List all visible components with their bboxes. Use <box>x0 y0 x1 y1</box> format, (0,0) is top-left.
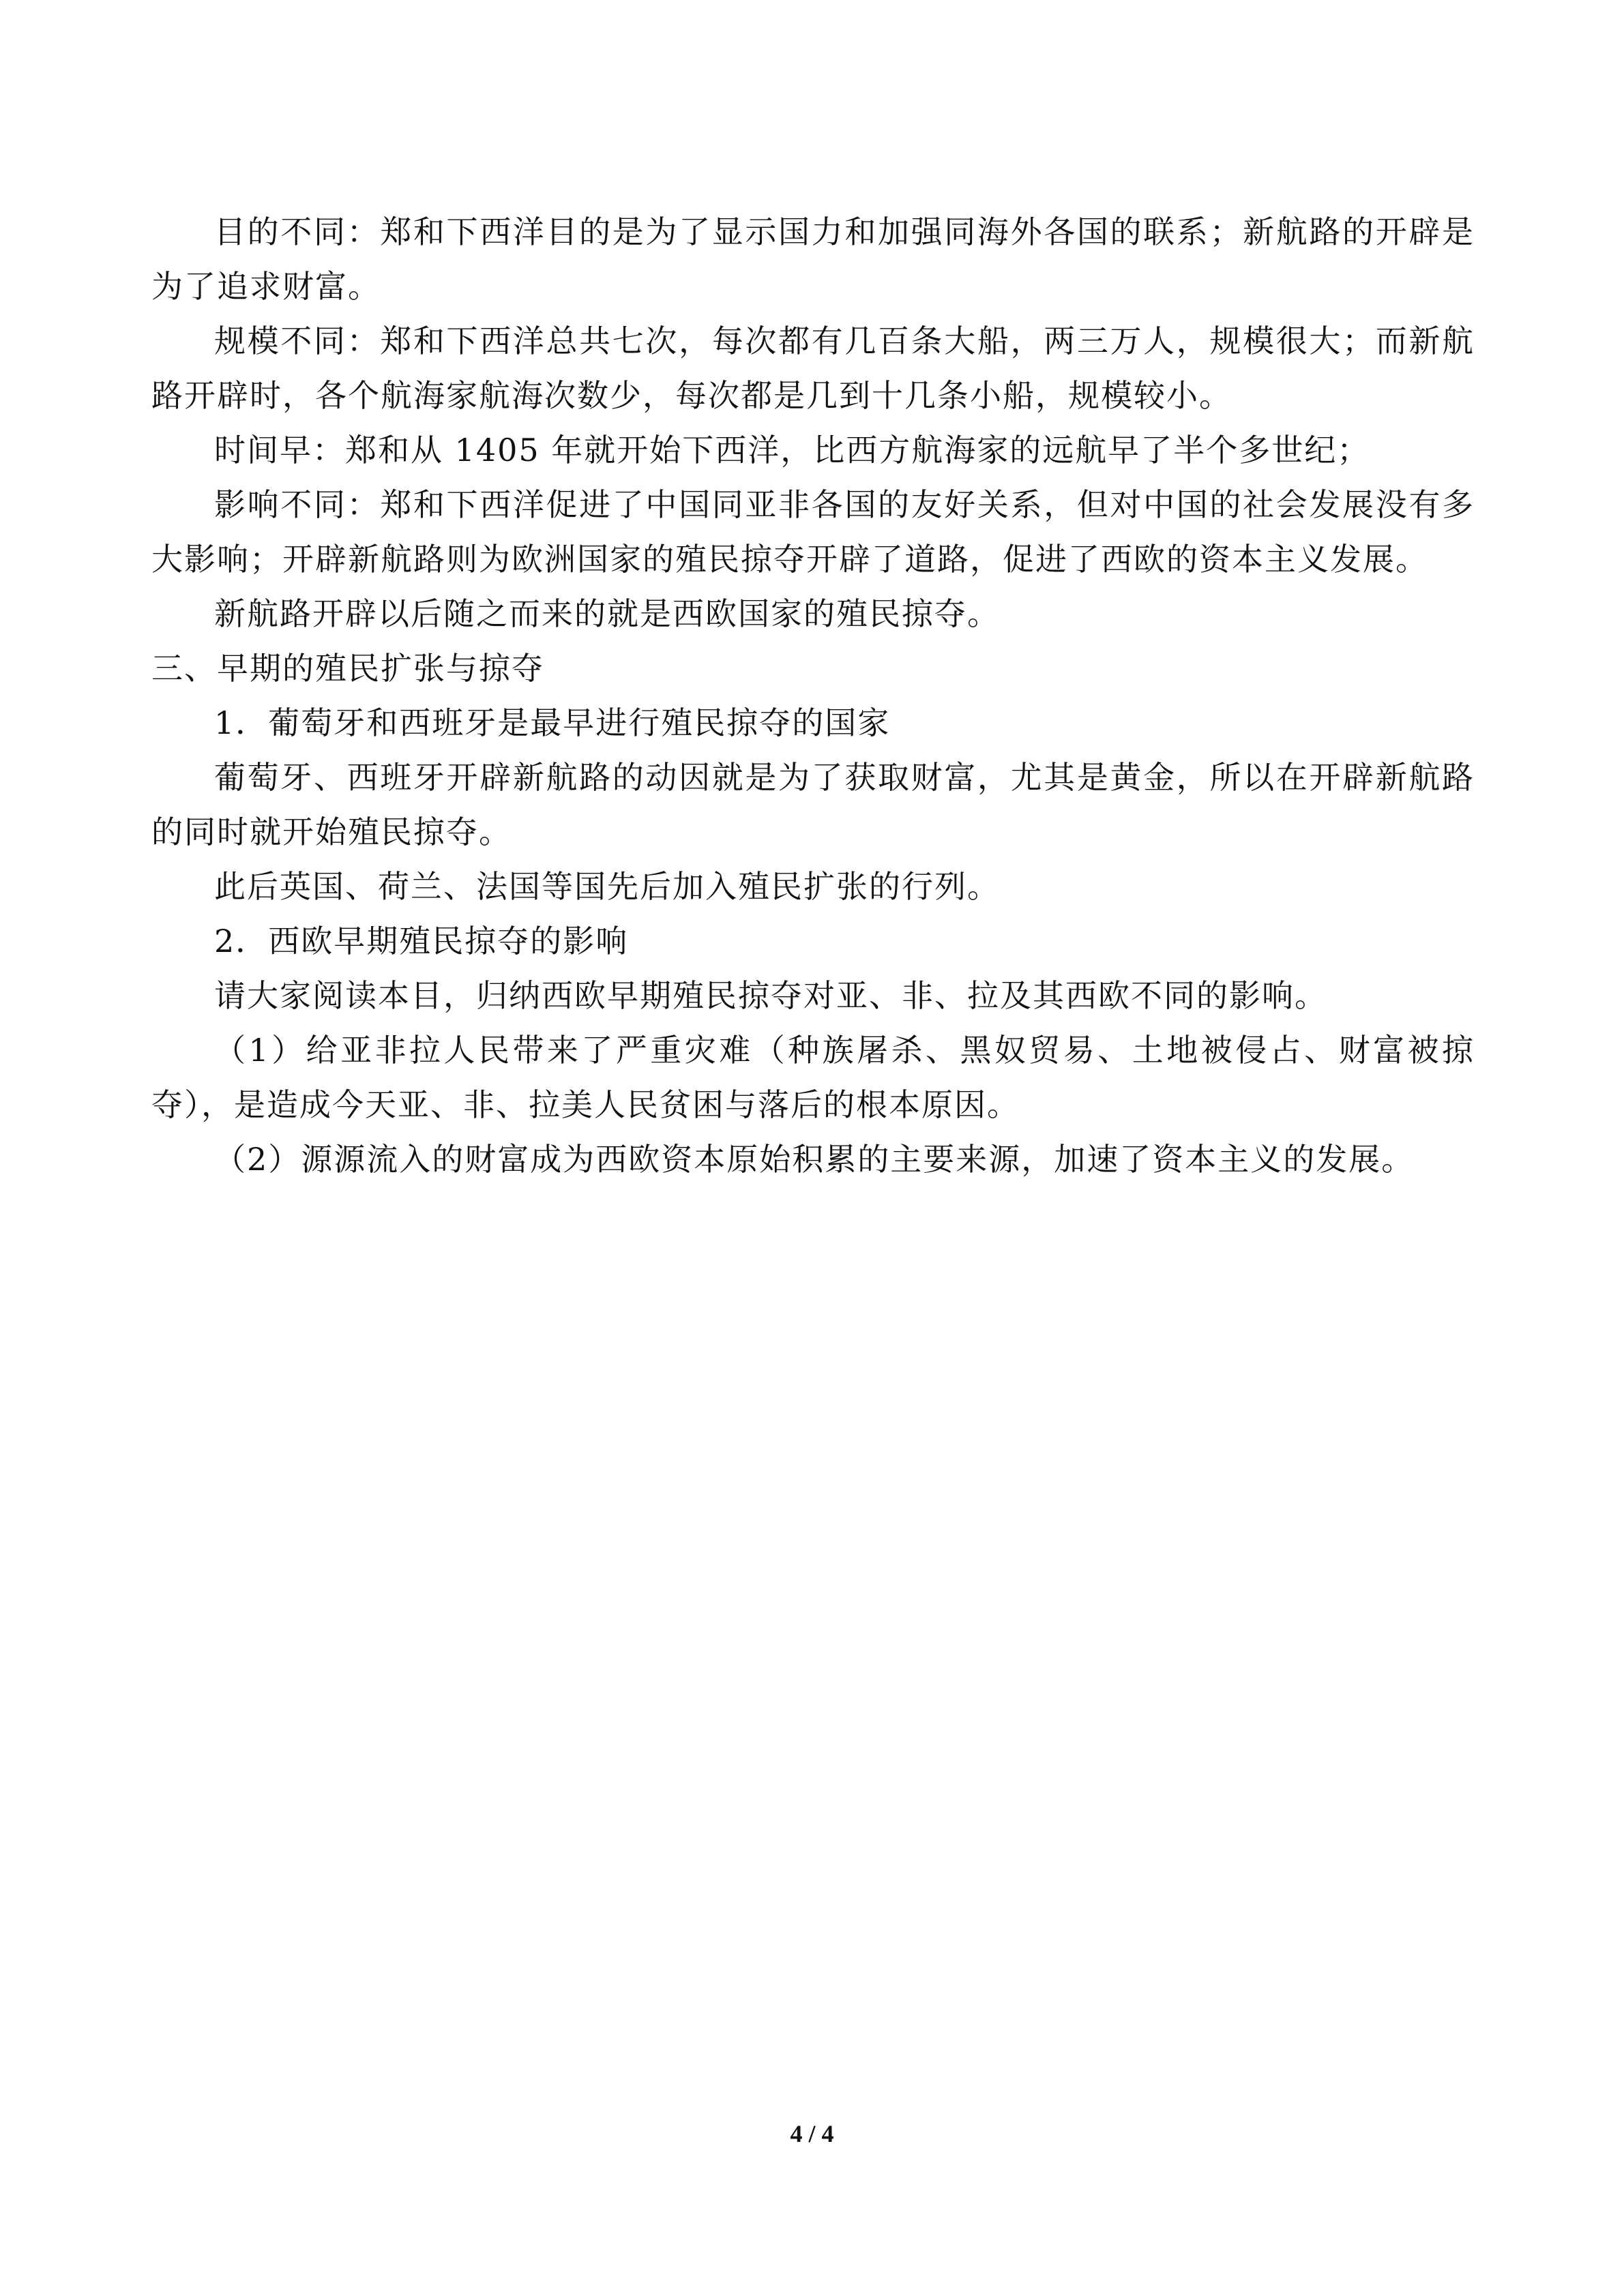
page-number: 4 / 4 <box>790 2120 834 2147</box>
paragraph-motive-wealth: 葡萄牙、西班牙开辟新航路的动因就是为了获取财富，尤其是黄金，所以在开辟新航路的同时就开始殖民掠夺。 <box>151 759 1475 850</box>
section-heading-three: 三、早期的殖民扩张与掠夺 <box>151 650 544 687</box>
paragraph-reading-task: 请大家阅读本目，归纳西欧早期殖民掠夺对亚、非、拉及其西欧不同的影响。 <box>214 977 1327 1014</box>
subheading-portugal-spain: 1．葡萄牙和西班牙是最早进行殖民掠夺的国家 <box>214 704 891 741</box>
document-body <box>151 205 1475 1187</box>
paragraph-influence-difference: 影响不同：郑和下西洋促进了中国同亚非各国的友好关系，但对中国的社会发展没有多大影响；开辟新航路则为欧洲国家的殖民掠夺开辟了道路，促进了西欧的资本主义发展。 <box>151 486 1475 578</box>
paragraph-time-earlier: 时间早：郑和从 1405 年就开始下西洋，比西方航海家的远航早了半个多世纪； <box>214 432 1370 468</box>
paragraph-purpose-difference: 目的不同：郑和下西洋目的是为了显示国力和加强同海外各国的联系；新航路的开辟是为了追求财富。 <box>151 213 1475 305</box>
paragraph-scale-difference: 规模不同：郑和下西洋总共七次，每次都有几百条大船，两三万人，规模很大；而新航路开辟时，各个航海家航海次数少，每次都是几到十几条小船，规模较小。 <box>151 323 1475 414</box>
paragraph-influence-point-2: （2）源源流入的财富成为西欧资本原始积累的主要来源，加速了资本主义的发展。 <box>214 1141 1415 1178</box>
paragraph-colonial-plunder-intro: 新航路开辟以后随之而来的就是西欧国家的殖民掠夺。 <box>214 595 1000 632</box>
subheading-influence: 2．西欧早期殖民掠夺的影响 <box>214 923 629 959</box>
paragraph-other-countries: 此后英国、荷兰、法国等国先后加入殖民扩张的行列。 <box>214 868 1000 905</box>
paragraph-influence-point-1: （1）给亚非拉人民带来了严重灾难（种族屠杀、黑奴贸易、土地被侵占、财富被掠夺），是造成今天亚、非、拉美人民贫困与落后的根本原因。 <box>151 1032 1475 1123</box>
